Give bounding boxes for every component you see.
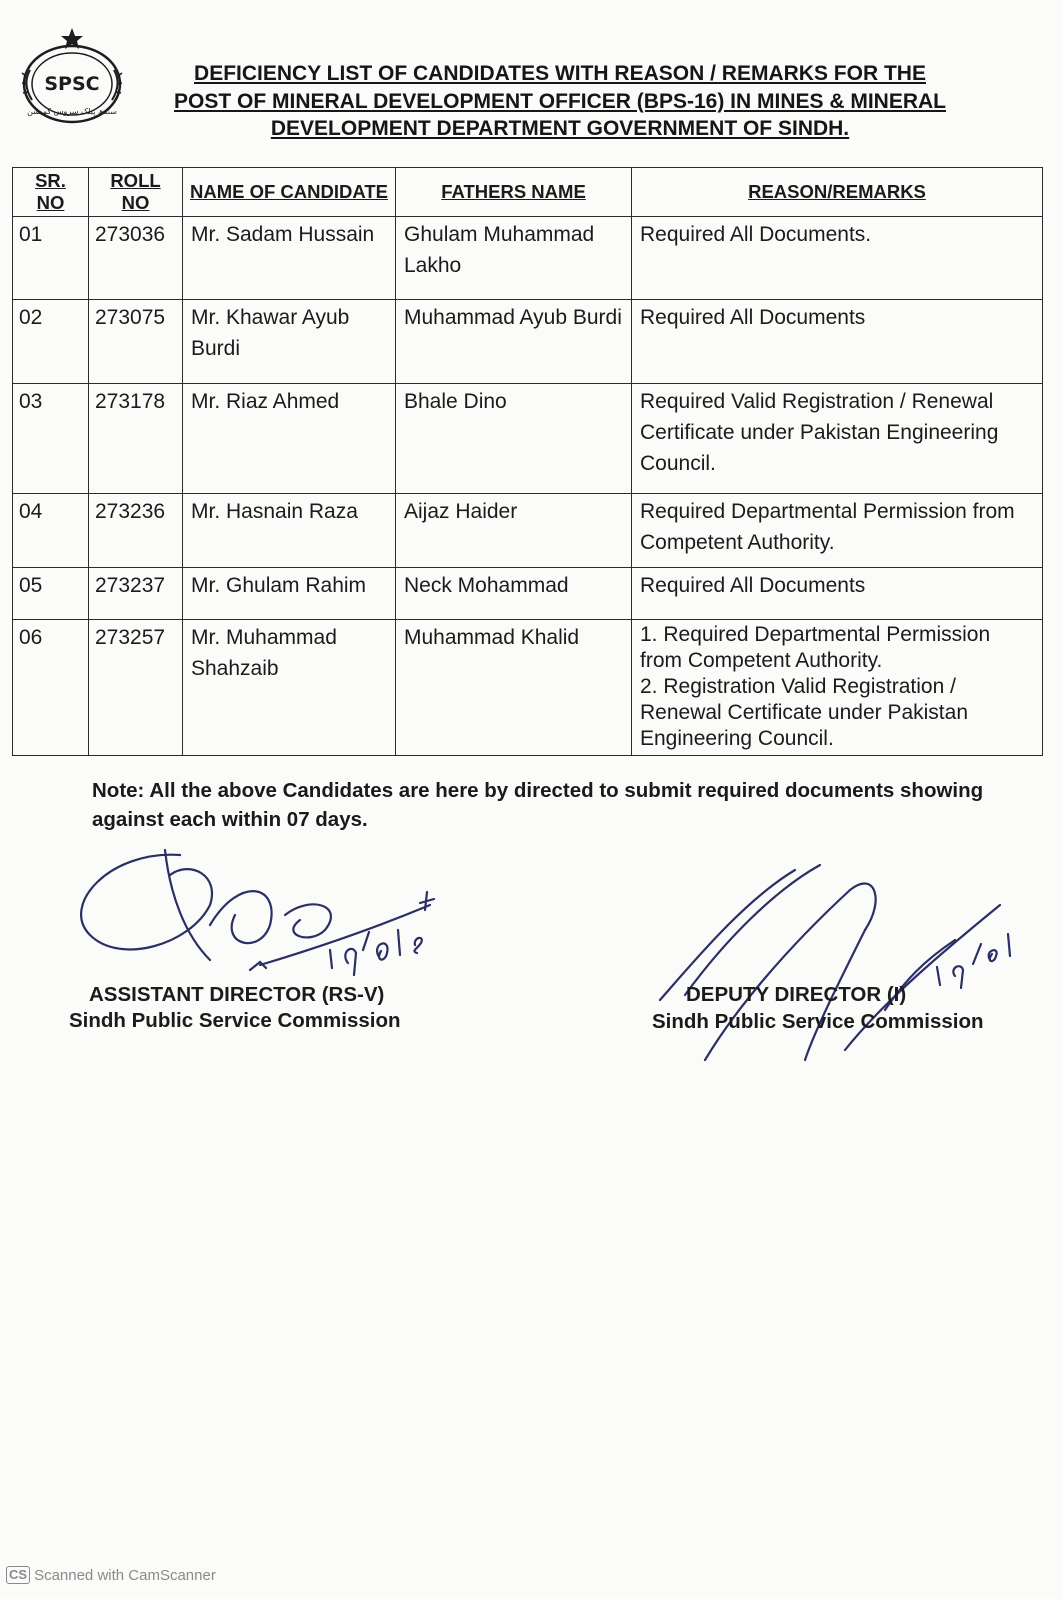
assistant-director-org: Sindh Public Service Commission (69, 1009, 401, 1032)
title-line-3: DEVELOPMENT DEPARTMENT GOVERNMENT OF SINDH. (270, 117, 850, 140)
watermark-text: Scanned with CamScanner (34, 1566, 216, 1584)
title-line-2: POST OF MINERAL DEVELOPMENT OFFICER (BPS-16) IN MINES & MINERAL (174, 89, 946, 113)
cell-sr-no: 05 (13, 568, 89, 620)
deputy-director-title: DEPUTY DIRECTOR (I) (686, 983, 907, 1006)
deputy-director-signature (655, 860, 1035, 1080)
document-title (140, 60, 980, 143)
camscanner-watermark (6, 1566, 216, 1584)
assistant-director-title: ASSISTANT DIRECTOR (RS-V) (89, 983, 385, 1006)
cell-candidate-name: Mr. Ghulam Rahim (183, 568, 396, 620)
note-text: Note: All the above Candidates are here by directed to submit required documents showing against each within 07 days. (92, 779, 984, 831)
table-row (13, 384, 1043, 494)
cell-fathers-name: Bhale Dino (396, 384, 632, 494)
remark-line: 1. Required Departmental Permission from Competent Authority. (640, 623, 991, 672)
spsc-logo (16, 24, 128, 128)
cell-sr-no: 02 (13, 300, 89, 384)
deficiency-table (12, 167, 1043, 756)
assistant-director-signature (70, 835, 440, 985)
table-row (13, 300, 1043, 384)
camscanner-icon: CS (6, 1566, 30, 1584)
header-fathers-name: FATHERS NAME (396, 168, 632, 217)
cell-fathers-name: Ghulam Muhammad Lakho (396, 217, 632, 300)
remark-line: 2. Registration Valid Registration / Renewal Certificate under Pakistan Engineering Council. (640, 675, 969, 750)
cell-roll-no: 273178 (89, 384, 183, 494)
remark-line: Required All Documents. (640, 223, 872, 246)
cell-fathers-name: Neck Mohammad (396, 568, 632, 620)
svg-text:SPSC: SPSC (44, 73, 100, 95)
header-reason-remarks: REASON/REMARKS (632, 168, 1043, 217)
table-row (13, 620, 1043, 756)
cell-candidate-name: Mr. Sadam Hussain (183, 217, 396, 300)
cell-candidate-name: Mr. Khawar Ayub Burdi (183, 300, 396, 384)
header-sr-no: SR. NO (13, 168, 89, 217)
cell-fathers-name: Muhammad Ayub Burdi (396, 300, 632, 384)
remark-line: Required Valid Registration / Renewal Certificate under Pakistan Engineering Council. (640, 390, 999, 475)
table-row (13, 568, 1043, 620)
cell-candidate-name: Mr. Hasnain Raza (183, 494, 396, 568)
remark-line: Required Departmental Permission from Competent Authority. (640, 500, 1015, 554)
remark-line: Required All Documents (640, 574, 866, 597)
cell-roll-no: 273257 (89, 620, 183, 756)
cell-roll-no: 273236 (89, 494, 183, 568)
title-line-1: DEFICIENCY LIST OF CANDIDATES WITH REASON / REMARKS FOR THE (194, 62, 926, 85)
cell-remarks (632, 620, 1043, 756)
cell-sr-no: 06 (13, 620, 89, 756)
cell-roll-no: 273237 (89, 568, 183, 620)
cell-remarks (632, 300, 1043, 384)
cell-fathers-name: Muhammad Khalid (396, 620, 632, 756)
cell-remarks (632, 568, 1043, 620)
cell-roll-no: 273036 (89, 217, 183, 300)
cell-remarks (632, 384, 1043, 494)
cell-candidate-name: Mr. Riaz Ahmed (183, 384, 396, 494)
cell-fathers-name: Aijaz Haider (396, 494, 632, 568)
table-header-row (13, 168, 1043, 217)
table-row (13, 217, 1043, 300)
cell-remarks (632, 217, 1043, 300)
cell-sr-no: 03 (13, 384, 89, 494)
cell-candidate-name: Mr. Muhammad Shahzaib (183, 620, 396, 756)
cell-remarks (632, 494, 1043, 568)
header-candidate-name: NAME OF CANDIDATE (183, 168, 396, 217)
cell-roll-no: 273075 (89, 300, 183, 384)
deputy-director-org: Sindh Public Service Commission (652, 1010, 984, 1033)
table-row (13, 494, 1043, 568)
svg-text:سندھ پبلک سروس کمیشن: سندھ پبلک سروس کمیشن (27, 107, 117, 116)
header-roll-no: ROLL NO (89, 168, 183, 217)
cell-sr-no: 04 (13, 494, 89, 568)
remark-line: Required All Documents (640, 306, 866, 329)
cell-sr-no: 01 (13, 217, 89, 300)
